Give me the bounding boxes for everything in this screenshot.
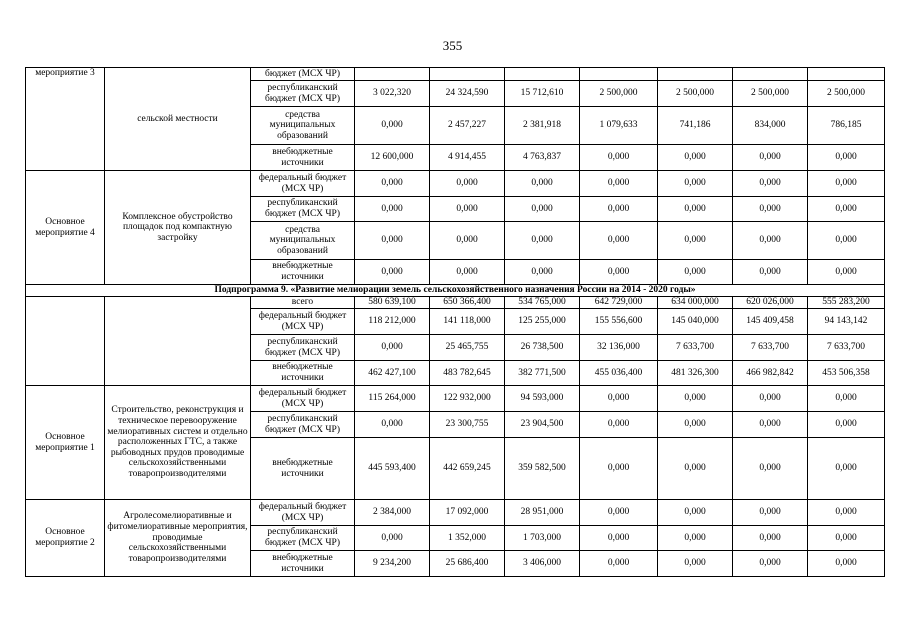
amount-cell: 23 300,755 (430, 412, 505, 438)
amount-cell: 834,000 (733, 107, 808, 145)
amount-cell: 650 366,400 (430, 297, 505, 309)
amount-cell: 4 763,837 (505, 145, 580, 171)
measure-label (26, 297, 105, 386)
amount-cell: 0,000 (658, 222, 733, 260)
amount-cell: 125 255,000 (505, 309, 580, 335)
amount-cell: 24 324,590 (430, 81, 505, 107)
amount-cell: 0,000 (733, 222, 808, 260)
funding-source: внебюджетные источники (251, 551, 355, 577)
measure-description: сельской местности (105, 68, 251, 171)
amount-cell: 741,186 (658, 107, 733, 145)
measure-description (105, 297, 251, 386)
amount-cell (505, 68, 580, 81)
amount-cell: 0,000 (808, 197, 885, 222)
amount-cell: 0,000 (355, 197, 430, 222)
measure-label: Основное мероприятие 1 (26, 386, 105, 500)
amount-cell: 0,000 (580, 438, 658, 500)
amount-cell: 580 639,100 (355, 297, 430, 309)
amount-cell: 0,000 (505, 171, 580, 197)
amount-cell: 0,000 (355, 171, 430, 197)
amount-cell: 0,000 (580, 386, 658, 412)
amount-cell: 0,000 (658, 412, 733, 438)
funding-source: средства муниципальных образований (251, 107, 355, 145)
amount-cell: 0,000 (808, 438, 885, 500)
amount-cell: 0,000 (658, 526, 733, 551)
amount-cell: 2 500,000 (658, 81, 733, 107)
amount-cell: 155 556,600 (580, 309, 658, 335)
amount-cell: 0,000 (658, 386, 733, 412)
amount-cell: 32 136,000 (580, 335, 658, 361)
amount-cell: 642 729,000 (580, 297, 658, 309)
amount-cell: 145 409,458 (733, 309, 808, 335)
amount-cell: 1 079,633 (580, 107, 658, 145)
funding-source: федеральный бюджет (МСХ ЧР) (251, 171, 355, 197)
measure-description: Комплексное обустройство площадок под компактную застройку (105, 171, 251, 285)
amount-cell: 4 914,455 (430, 145, 505, 171)
amount-cell: 0,000 (733, 386, 808, 412)
funding-source: федеральный бюджет (МСХ ЧР) (251, 500, 355, 526)
funding-source: внебюджетные источники (251, 438, 355, 500)
amount-cell: 0,000 (658, 500, 733, 526)
amount-cell: 115 264,000 (355, 386, 430, 412)
amount-cell: 0,000 (580, 171, 658, 197)
amount-cell: 0,000 (580, 197, 658, 222)
amount-cell: 0,000 (658, 197, 733, 222)
amount-cell: 0,000 (658, 260, 733, 285)
amount-cell: 2 381,918 (505, 107, 580, 145)
measure-label: мероприятие 3 (26, 68, 105, 171)
amount-cell: 620 026,000 (733, 297, 808, 309)
amount-cell: 28 951,000 (505, 500, 580, 526)
amount-cell: 0,000 (658, 438, 733, 500)
amount-cell (580, 68, 658, 81)
page-number: 355 (442, 38, 463, 53)
amount-cell: 0,000 (355, 260, 430, 285)
amount-cell: 0,000 (355, 412, 430, 438)
amount-cell: 1 352,000 (430, 526, 505, 551)
funding-source: республиканский бюджет (МСХ ЧР) (251, 526, 355, 551)
amount-cell: 382 771,500 (505, 361, 580, 386)
amount-cell: 2 500,000 (580, 81, 658, 107)
amount-cell: 7 633,700 (658, 335, 733, 361)
amount-cell: 0,000 (808, 386, 885, 412)
table-row (26, 171, 885, 197)
amount-cell: 0,000 (733, 171, 808, 197)
amount-cell: 0,000 (580, 551, 658, 577)
amount-cell: 0,000 (808, 171, 885, 197)
amount-cell: 118 212,000 (355, 309, 430, 335)
amount-cell: 455 036,400 (580, 361, 658, 386)
amount-cell: 0,000 (505, 260, 580, 285)
amount-cell: 141 118,000 (430, 309, 505, 335)
funding-source: внебюджетные источники (251, 260, 355, 285)
amount-cell: 12 600,000 (355, 145, 430, 171)
amount-cell: 453 506,358 (808, 361, 885, 386)
amount-cell: 0,000 (430, 260, 505, 285)
amount-cell: 442 659,245 (430, 438, 505, 500)
amount-cell: 0,000 (808, 500, 885, 526)
measure-description: Строительство, реконструкция и техническое перевооружение мелиоративных систем и отдельно расположенных ГТС, а также рыбоводных прудов проводимые сельскохозяйственными товаропроизводителями (105, 386, 251, 500)
amount-cell: 2 500,000 (733, 81, 808, 107)
amount-cell: 0,000 (355, 526, 430, 551)
amount-cell: 466 982,842 (733, 361, 808, 386)
amount-cell: 94 593,000 (505, 386, 580, 412)
amount-cell: 0,000 (430, 171, 505, 197)
amount-cell: 0,000 (430, 222, 505, 260)
amount-cell: 25 465,755 (430, 335, 505, 361)
amount-cell: 23 904,500 (505, 412, 580, 438)
funding-source: республиканский бюджет (МСХ ЧР) (251, 412, 355, 438)
amount-cell: 0,000 (808, 526, 885, 551)
amount-cell (430, 68, 505, 81)
amount-cell: 0,000 (355, 107, 430, 145)
amount-cell: 0,000 (808, 222, 885, 260)
amount-cell (355, 68, 430, 81)
funding-source: внебюджетные источники (251, 145, 355, 171)
amount-cell: 0,000 (580, 526, 658, 551)
amount-cell: 7 633,700 (733, 335, 808, 361)
amount-cell: 0,000 (733, 551, 808, 577)
funding-source: республиканский бюджет (МСХ ЧР) (251, 197, 355, 222)
amount-cell: 1 703,000 (505, 526, 580, 551)
table-row (26, 68, 885, 81)
amount-cell: 0,000 (580, 222, 658, 260)
measure-description: Агролесомелиоративные и фитомелиоративные мероприятия, проводимые сельскохозяйственными товаропроизводителями (105, 500, 251, 577)
amount-cell: 0,000 (355, 335, 430, 361)
amount-cell: 481 326,300 (658, 361, 733, 386)
amount-cell: 25 686,400 (430, 551, 505, 577)
amount-cell: 0,000 (733, 197, 808, 222)
amount-cell: 359 582,500 (505, 438, 580, 500)
amount-cell: 534 765,000 (505, 297, 580, 309)
table-row (26, 500, 885, 526)
funding-source: бюджет (МСХ ЧР) (251, 68, 355, 81)
amount-cell: 145 040,000 (658, 309, 733, 335)
amount-cell: 0,000 (658, 171, 733, 197)
amount-cell: 0,000 (355, 222, 430, 260)
amount-cell (808, 68, 885, 81)
amount-cell: 0,000 (580, 500, 658, 526)
amount-cell: 7 633,700 (808, 335, 885, 361)
amount-cell: 0,000 (733, 500, 808, 526)
amount-cell: 3 406,000 (505, 551, 580, 577)
amount-cell: 0,000 (733, 145, 808, 171)
funding-source: всего (251, 297, 355, 309)
funding-source: федеральный бюджет (МСХ ЧР) (251, 386, 355, 412)
amount-cell: 2 500,000 (808, 81, 885, 107)
amount-cell: 0,000 (733, 412, 808, 438)
amount-cell: 0,000 (733, 260, 808, 285)
amount-cell: 634 000,000 (658, 297, 733, 309)
measure-label: Основное мероприятие 4 (26, 171, 105, 285)
funding-source: средства муниципальных образований (251, 222, 355, 260)
amount-cell: 122 932,000 (430, 386, 505, 412)
amount-cell: 0,000 (430, 197, 505, 222)
funding-source: республиканский бюджет (МСХ ЧР) (251, 335, 355, 361)
amount-cell: 15 712,610 (505, 81, 580, 107)
subprogram-header-row (26, 285, 885, 297)
subprogram-title: Подпрограмма 9. «Развитие мелиорации земель сельскохозяйственного назначения России на 2014 - 2020 годы» (26, 285, 885, 297)
amount-cell: 0,000 (580, 145, 658, 171)
amount-cell: 0,000 (808, 145, 885, 171)
amount-cell: 462 427,100 (355, 361, 430, 386)
amount-cell: 0,000 (658, 145, 733, 171)
amount-cell: 3 022,320 (355, 81, 430, 107)
amount-cell (733, 68, 808, 81)
amount-cell: 0,000 (580, 260, 658, 285)
amount-cell: 0,000 (505, 222, 580, 260)
amount-cell: 0,000 (808, 551, 885, 577)
amount-cell: 2 384,000 (355, 500, 430, 526)
table-row (26, 386, 885, 412)
amount-cell: 0,000 (580, 412, 658, 438)
amount-cell: 0,000 (505, 197, 580, 222)
amount-cell: 17 092,000 (430, 500, 505, 526)
funding-source: внебюджетные источники (251, 361, 355, 386)
amount-cell (658, 68, 733, 81)
amount-cell: 0,000 (658, 551, 733, 577)
amount-cell: 9 234,200 (355, 551, 430, 577)
table-row (26, 297, 885, 309)
amount-cell: 483 782,645 (430, 361, 505, 386)
amount-cell: 0,000 (808, 260, 885, 285)
budget-table (25, 67, 885, 577)
amount-cell: 26 738,500 (505, 335, 580, 361)
amount-cell: 0,000 (733, 438, 808, 500)
measure-label: Основное мероприятие 2 (26, 500, 105, 577)
amount-cell: 0,000 (808, 412, 885, 438)
amount-cell: 555 283,200 (808, 297, 885, 309)
amount-cell: 2 457,227 (430, 107, 505, 145)
amount-cell: 0,000 (733, 526, 808, 551)
funding-source: республиканский бюджет (МСХ ЧР) (251, 81, 355, 107)
amount-cell: 94 143,142 (808, 309, 885, 335)
amount-cell: 445 593,400 (355, 438, 430, 500)
amount-cell: 786,185 (808, 107, 885, 145)
funding-source: федеральный бюджет (МСХ ЧР) (251, 309, 355, 335)
